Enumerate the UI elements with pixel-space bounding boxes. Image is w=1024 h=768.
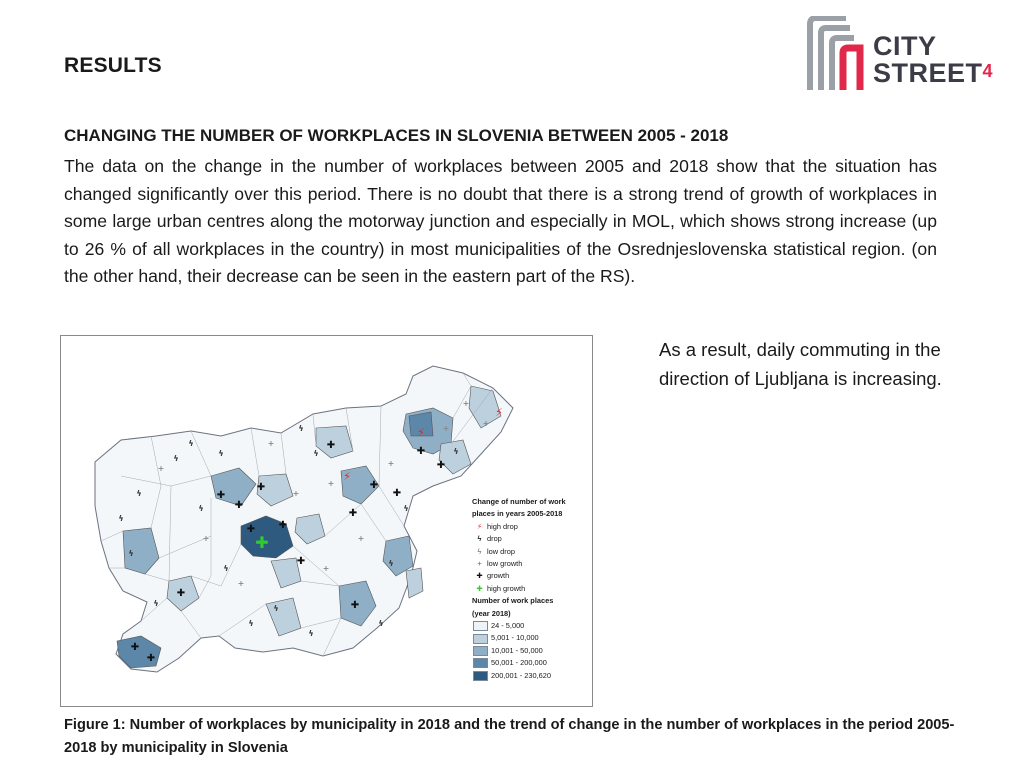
svg-text:ϟ: ϟ [313, 449, 319, 458]
high-drop-marker: ⚡ [417, 426, 425, 439]
svg-text:ϟ: ϟ [403, 504, 409, 513]
high-drop-marker: ⚡ [343, 470, 351, 483]
svg-text:ϟ: ϟ [198, 504, 204, 513]
side-note: As a result, daily commuting in the direction of Ljubljana is increasing. [659, 339, 942, 389]
svg-text:ϟ: ϟ [378, 619, 384, 628]
logo-sup: 4 [982, 61, 994, 81]
svg-text:+: + [462, 399, 470, 408]
legend-item-growth: ✚ growth [472, 570, 590, 582]
plus-icon: ✚ [476, 571, 483, 581]
legend-item-low-drop: ϟ low drop [472, 546, 590, 558]
svg-text:ϟ: ϟ [136, 489, 142, 498]
svg-text:ϟ: ϟ [308, 629, 314, 638]
legend-class-4: 50,001 - 200,000 [472, 657, 590, 669]
swatch-class-5 [473, 671, 488, 681]
svg-text:+: + [387, 459, 395, 468]
results-heading: RESULTS [64, 54, 162, 77]
svg-text:+: + [157, 464, 165, 473]
logo-line-street: STREET [873, 58, 983, 88]
legend-class-5: 200,001 - 230,620 [472, 670, 590, 682]
lightning-icon: ⚡ [476, 521, 483, 531]
svg-text:ϟ: ϟ [388, 559, 394, 568]
map-legend [472, 496, 590, 682]
growth-marker: ✚ [278, 520, 288, 531]
svg-text:ϟ: ϟ [453, 447, 459, 456]
region-brezice [406, 568, 423, 598]
logo-text [873, 33, 993, 87]
svg-text:ϟ: ϟ [153, 599, 159, 608]
svg-text:+: + [237, 579, 245, 588]
legend-title-2: places in years 2005-2018 [472, 509, 563, 519]
svg-text:+: + [322, 564, 330, 573]
svg-text:ϟ: ϟ [218, 449, 224, 458]
high-drop-marker: ⚡ [495, 406, 503, 419]
svg-text:+: + [292, 489, 300, 498]
large-plus-icon: ✚ [476, 583, 483, 593]
legend-class-1: 24 - 5,000 [472, 620, 590, 632]
section-title: CHANGING THE NUMBER OF WORKPLACES IN SLOVENIA BETWEEN 2005 - 2018 [64, 126, 729, 145]
growth-marker: ✚ [246, 524, 256, 535]
logo-line-city: CITY [873, 31, 937, 61]
growth-marker: ✚ [130, 642, 140, 653]
svg-text:ϟ: ϟ [248, 619, 254, 628]
legend-item-high-drop: ⚡ high drop [472, 521, 590, 533]
legend-class-2: 5,001 - 10,000 [472, 632, 590, 644]
swatch-class-3 [473, 646, 488, 656]
svg-text:ϟ: ϟ [298, 424, 304, 433]
svg-text:+: + [442, 424, 450, 433]
growth-marker: ✚ [348, 508, 358, 519]
body-paragraph: The data on the change in the number of workplaces between 2005 and 2018 show that the situation has changed significantly over this period. There is no doubt that there is a strong trend of growth of workplaces in some large urban centres along the motorway junction and especially in MOL, which shows strong increase (up to 26 % of all workplaces in the country) in most municipalities of the Osrednjeslovenska statistical region. (on the other hand, their decrease can be seen in the eastern part of the RS). [64, 156, 937, 286]
legend-item-high-growth: ✚ high growth [472, 583, 590, 595]
svg-text:ϟ: ϟ [173, 454, 179, 463]
growth-marker: ✚ [296, 556, 306, 567]
legend-item-drop: ϟ drop [472, 533, 590, 545]
growth-marker: ✚ [146, 653, 156, 664]
growth-marker: ✚ [176, 588, 186, 599]
growth-marker: ✚ [416, 446, 426, 457]
svg-text:ϟ: ϟ [223, 564, 229, 573]
swatch-class-4 [473, 658, 488, 668]
small-plus-icon: + [477, 558, 482, 568]
slovenia-map-figure [60, 335, 593, 707]
svg-text:+: + [482, 419, 490, 428]
growth-marker: ✚ [234, 500, 244, 511]
high-growth-marker: ✚ [255, 533, 269, 552]
legend-title-4: (year 2018) [472, 608, 511, 618]
figure-caption: Figure 1: Number of workplaces by municipality in 2018 and the trend of change in the number of workplaces in the period 2005-2018 by municipality in Slovenia [64, 717, 955, 756]
growth-marker: ✚ [326, 440, 336, 451]
svg-text:ϟ: ϟ [118, 514, 124, 523]
legend-class-3: 10,001 - 50,000 [472, 645, 590, 657]
svg-text:+: + [357, 534, 365, 543]
growth-marker: ✚ [436, 460, 446, 471]
swatch-class-2 [473, 634, 488, 644]
growth-marker: ✚ [216, 490, 226, 501]
logo-mark-icon [806, 16, 876, 92]
growth-marker: ✚ [256, 482, 266, 493]
city-street-logo [806, 16, 1011, 92]
legend-title-3: Number of work places [472, 596, 554, 606]
legend-item-low-growth: + low growth [472, 558, 590, 570]
growth-marker: ✚ [392, 488, 402, 499]
growth-marker: ✚ [350, 600, 360, 611]
swatch-class-1 [473, 621, 488, 631]
svg-text:ϟ: ϟ [188, 439, 194, 448]
svg-text:+: + [267, 439, 275, 448]
svg-text:ϟ: ϟ [273, 604, 279, 613]
growth-marker: ✚ [369, 480, 379, 491]
svg-text:+: + [327, 479, 335, 488]
legend-title-1: Change of number of work [472, 497, 566, 506]
small-lightning-icon: ϟ [477, 534, 482, 544]
svg-text:+: + [202, 534, 210, 543]
svg-text:ϟ: ϟ [128, 549, 134, 558]
tiny-lightning-icon: ϟ [477, 546, 482, 556]
